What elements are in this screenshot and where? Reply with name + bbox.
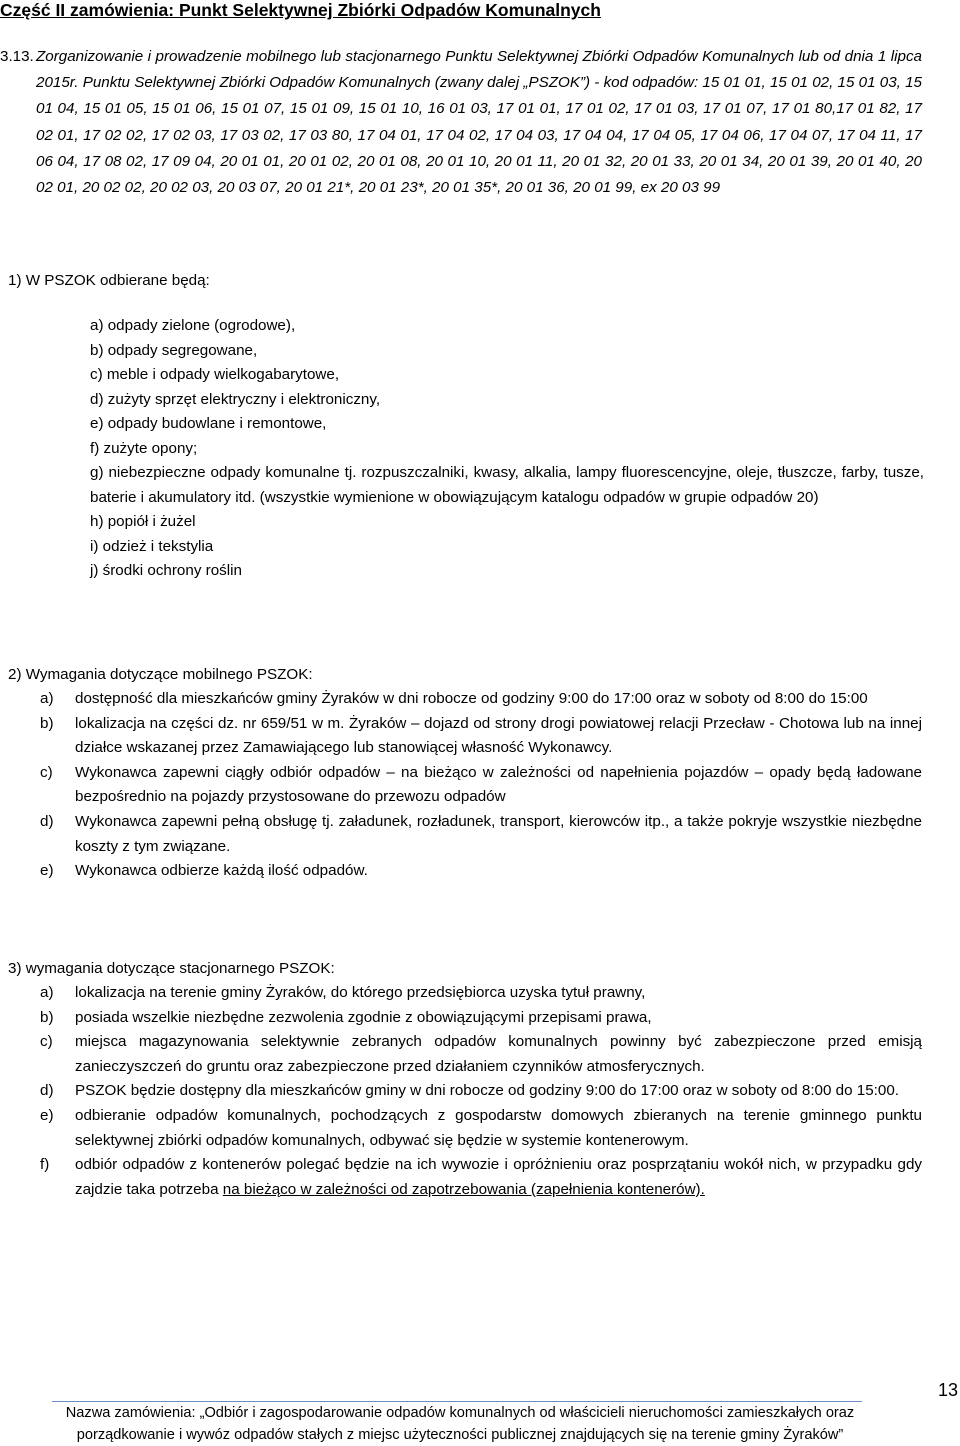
item-label: c) (40, 1033, 53, 1051)
list-item (40, 1153, 922, 1202)
item-text: Wykonawca odbierze każdą ilość odpadów. (75, 862, 368, 880)
item-text: Wykonawca zapewni pełną obsługę tj. załadunek, rozładunek, transport, kierowców itp., a także pokryje wszystkie niezbędne koszty z tym związane. (75, 812, 922, 855)
footer-line-2: porządkowanie i wywóz odpadów stałych z miejsc użyteczności publicznej znajdujących się na terenie gminy Żyraków” (76, 1427, 844, 1443)
footer (0, 1402, 920, 1446)
footer-line-1: Nazwa zamówienia: „Odbiór i zagospodarowanie odpadów komunalnych od właścicieli nieruchomości zamieszkałych oraz (65, 1405, 855, 1421)
list-item (40, 712, 922, 761)
list-item: j) środki ochrony roślin (90, 562, 242, 579)
list-item (40, 761, 922, 810)
item-text: PSZOK będzie dostępny dla mieszkańców gminy w dni robocze od godziny 9:00 do 17:00 oraz w soboty od 8:00 do 15:00. (75, 1082, 899, 1100)
item-label: c) (40, 763, 53, 781)
list-item: a) odpady zielone (ogrodowe), (90, 317, 296, 334)
item-label: f) (40, 1156, 50, 1174)
underlined-text: na bieżąco w zależności od zapotrzebowania (zapełnienia kontenerów). (222, 1180, 705, 1198)
list-item (40, 1104, 922, 1153)
item-label: e) (40, 862, 54, 880)
item-label: a) (40, 984, 54, 1001)
list-item (40, 981, 922, 1006)
list-item: g) niebezpieczne odpady komunalne tj. rozpuszczalniki, kwasy, alkalia, lampy fluorescencyjne, oleje, tłuszcze, farby, tusze, baterie i akumulatory itd. (wszystkie wymienione w obowiązującym katalogu odpadów w grupie odpadów 20) (90, 464, 924, 506)
list-item: b) odpady segregowane, (90, 341, 258, 359)
item-text: posiada wszelkie niezbędne zezwolenia zgodnie z obowiązującymi przepisami prawa, (75, 1008, 652, 1026)
section-3-list (40, 981, 922, 1202)
list-item: e) odpady budowlane i remontowe, (90, 415, 327, 432)
list-item (40, 859, 922, 884)
item-text: lokalizacja na terenie gminy Żyraków, do którego przedsiębiorca uzyska tytuł prawny, (75, 984, 646, 1001)
intro-paragraph (0, 44, 922, 201)
intro-text: Zorganizowanie i prowadzenie mobilnego lub stacjonarnego Punktu Selektywnej Zbiórki Odpadów Komunalnych lub od dnia 1 lipca 2015r. Punktu Selektywnej Zbiórki Odpadów Komunalnych (zwany dalej „PSZOK”) - kod odpadów: 15 01 01, 15 01 02, 15 01 03, 15 01 04, 15 01 05, 15 01 06, 15 01 07, 15 01 09, 15 01 10, 16 01 03, 17 01 01, 17 01 02, 17 01 03, 17 01 07, 17 01 80,17 01 82, 17 02 01, 17 02 02, 17 02 03, 17 03 02, 17 03 80, 17 04 01, 17 04 02, 17 04 03, 17 04 04, 17 04 05, 17 04 06, 17 04 07, 17 04 11, 17 06 04, 17 08 02, 17 09 04, 20 01 01, 20 01 02, 20 01 08, 20 01 10, 20 01 11, 20 01 32, 20 01 33, 20 01 34, 20 01 39, 20 01 40, 20 02 01, 20 02 02, 20 02 03, 20 03 07, 20 01 21*, 20 01 23*, 20 01 35*, 20 01 36, 20 01 99, ex 20 03 99 (36, 48, 922, 197)
section-3-heading: 3) wymagania dotyczące stacjonarnego PSZOK: (8, 960, 335, 977)
item-label: e) (40, 1106, 54, 1124)
list-item (40, 1079, 922, 1104)
item-label: a) (40, 690, 54, 707)
list-item: d) zużyty sprzęt elektryczny i elektroniczny, (90, 390, 381, 408)
page-title: Część II zamówienia: Punkt Selektywnej Zbiórki Odpadów Komunalnych (0, 0, 601, 20)
item-text: lokalizacja na części dz. nr 659/51 w m. Żyraków – dojazd od strony drogi powiatowej relacji Przecław - Chotowa lub na innej działce wskazanej przez Zamawiającego lub stanowiącej własność Wykonawcy. (75, 714, 922, 757)
list-item (40, 810, 922, 859)
item-label: d) (40, 812, 54, 830)
item-label: b) (40, 1008, 54, 1026)
item-text: miejsca magazynowania selektywnie zebranych odpadów komunalnych powinny być zabezpieczone przed emisją zanieczyszczeń do gruntu oraz zabezpieczone przed działaniem czynników atmosferycznych. (75, 1033, 922, 1075)
item-text: dostępność dla mieszkańców gminy Żyraków w dni robocze od godziny 9:00 do 17:00 oraz w soboty od 8:00 do 15:00 (75, 690, 868, 707)
list-item (40, 1006, 922, 1031)
item-text: Wykonawca zapewni ciągły odbiór odpadów – na bieżąco w zależności od napełnienia pojazdów – opady będą ładowane bezpośrednio na pojazdy przystosowane do przewozu odpadów (75, 763, 922, 806)
section-1-list (90, 314, 924, 584)
page-number: 13 (937, 1380, 958, 1400)
item-text: odbiór odpadów z kontenerów polegać będzie na ich wywozie i opróżnieniu oraz posprzątaniu wokół nich, w przypadku gdy zajdzie taka potrzeba (75, 1156, 922, 1198)
item-text: odbieranie odpadów komunalnych, pochodzących z gospodarstw domowych zbieranych na terenie gminnego punktu selektywnej zbiórki odpadów komunalnych, odbywać się będzie w systemie kontenerowym. (75, 1106, 922, 1149)
list-item: f) zużyte opony; (90, 439, 198, 457)
section-1-heading: 1) W PSZOK odbierane będą: (8, 272, 210, 289)
list-item: i) odzież i tekstylia (90, 537, 214, 555)
item-label: d) (40, 1082, 54, 1100)
list-item: h) popiół i żużel (90, 513, 196, 530)
item-label: b) (40, 714, 54, 732)
intro-number: 3.13. (0, 48, 34, 65)
list-item (40, 1030, 922, 1079)
list-item: c) meble i odpady wielkogabarytowe, (90, 366, 340, 383)
list-item (40, 687, 922, 712)
section-2-heading: 2) Wymagania dotyczące mobilnego PSZOK: (8, 666, 313, 683)
section-2-list (40, 687, 922, 884)
